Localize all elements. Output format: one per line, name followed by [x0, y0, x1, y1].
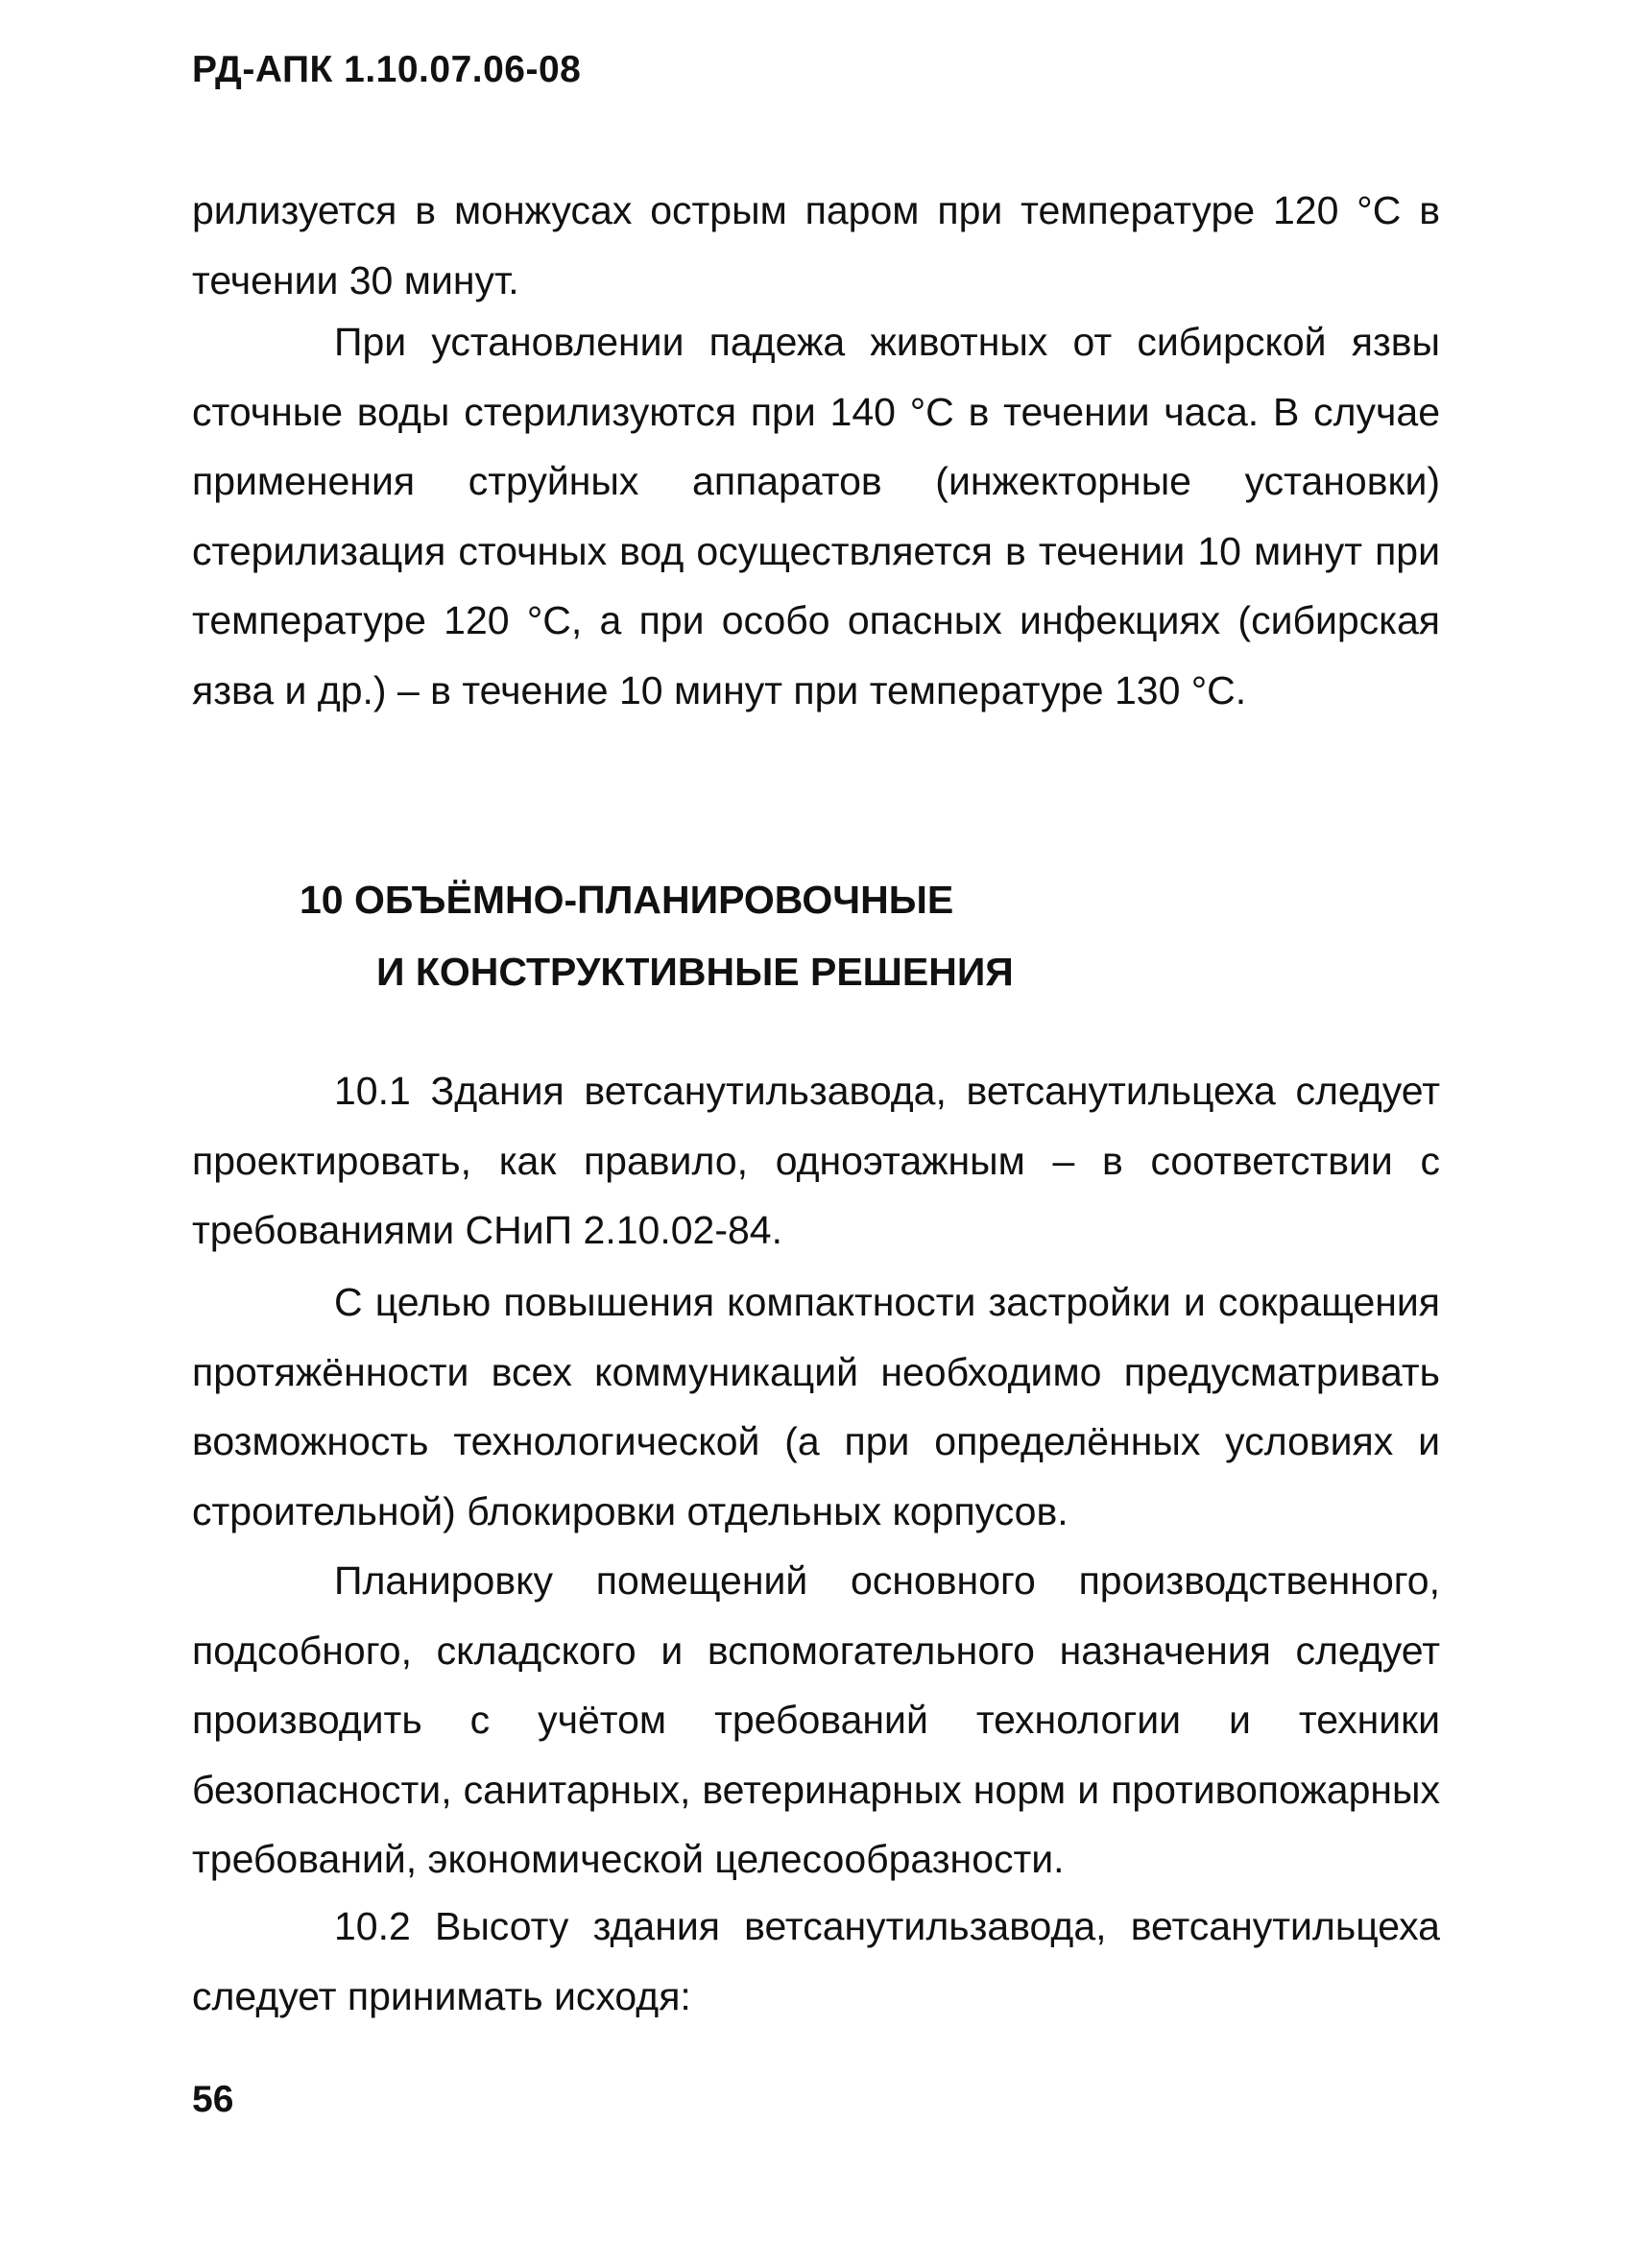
- document-code: РД-АПК 1.10.07.06-08: [192, 49, 582, 90]
- paragraph-room-planning: Планировку помещений основного производственного, подсобного, складского и вспомогательного назначения следует производить с учётом требований технологии и техники безопасности, санитарных, ветеринарных норм и противопожарных требований, экономической целесообразности.: [192, 1558, 1440, 1881]
- paragraph-10-2: 10.2 Высоту здания ветсанутильзавода, ветсанутильцеха следует принимать исходя:: [192, 1904, 1440, 2018]
- paragraph-10-1: 10.1 Здания ветсанутильзавода, ветсанутильцеха следует проектировать, как правило, одноэтажным – в соответствии с требованиями СНиП 2.10.02-84.: [192, 1069, 1440, 1252]
- section-heading-line-1: 10 ОБЪЁМНО-ПЛАНИРОВОЧНЫЕ: [300, 878, 954, 922]
- paragraph-compactness: С целью повышения компактности застройки и сокращения протяжённости всех коммуникаций необходимо предусматривать возможность технологической (а при определённых условиях и строительной) блокировки отдельных корпусов.: [192, 1280, 1440, 1533]
- paragraph-anthrax-sterilization: При установлении падежа животных от сибирской язвы сточные воды стерилизуются при 140 °С в течении часа. В случае применения струйных аппаратов (инжекторные установки) стерилизация сточных вод осуществляется в течении 10 минут при температуре 120 °С, а при особо опасных инфекциях (сибирская язва и др.) – в течение 10 минут при температуре 130 °С.: [192, 320, 1440, 712]
- page-number: 56: [192, 2079, 234, 2120]
- section-heading: [300, 864, 1014, 1008]
- paragraph-continuation: рилизуется в монжусах острым паром при температуре 120 °С в течении 30 минут.: [192, 188, 1440, 302]
- section-heading-line-2: И КОНСТРУКТИВНЫЕ РЕШЕНИЯ: [376, 950, 1014, 994]
